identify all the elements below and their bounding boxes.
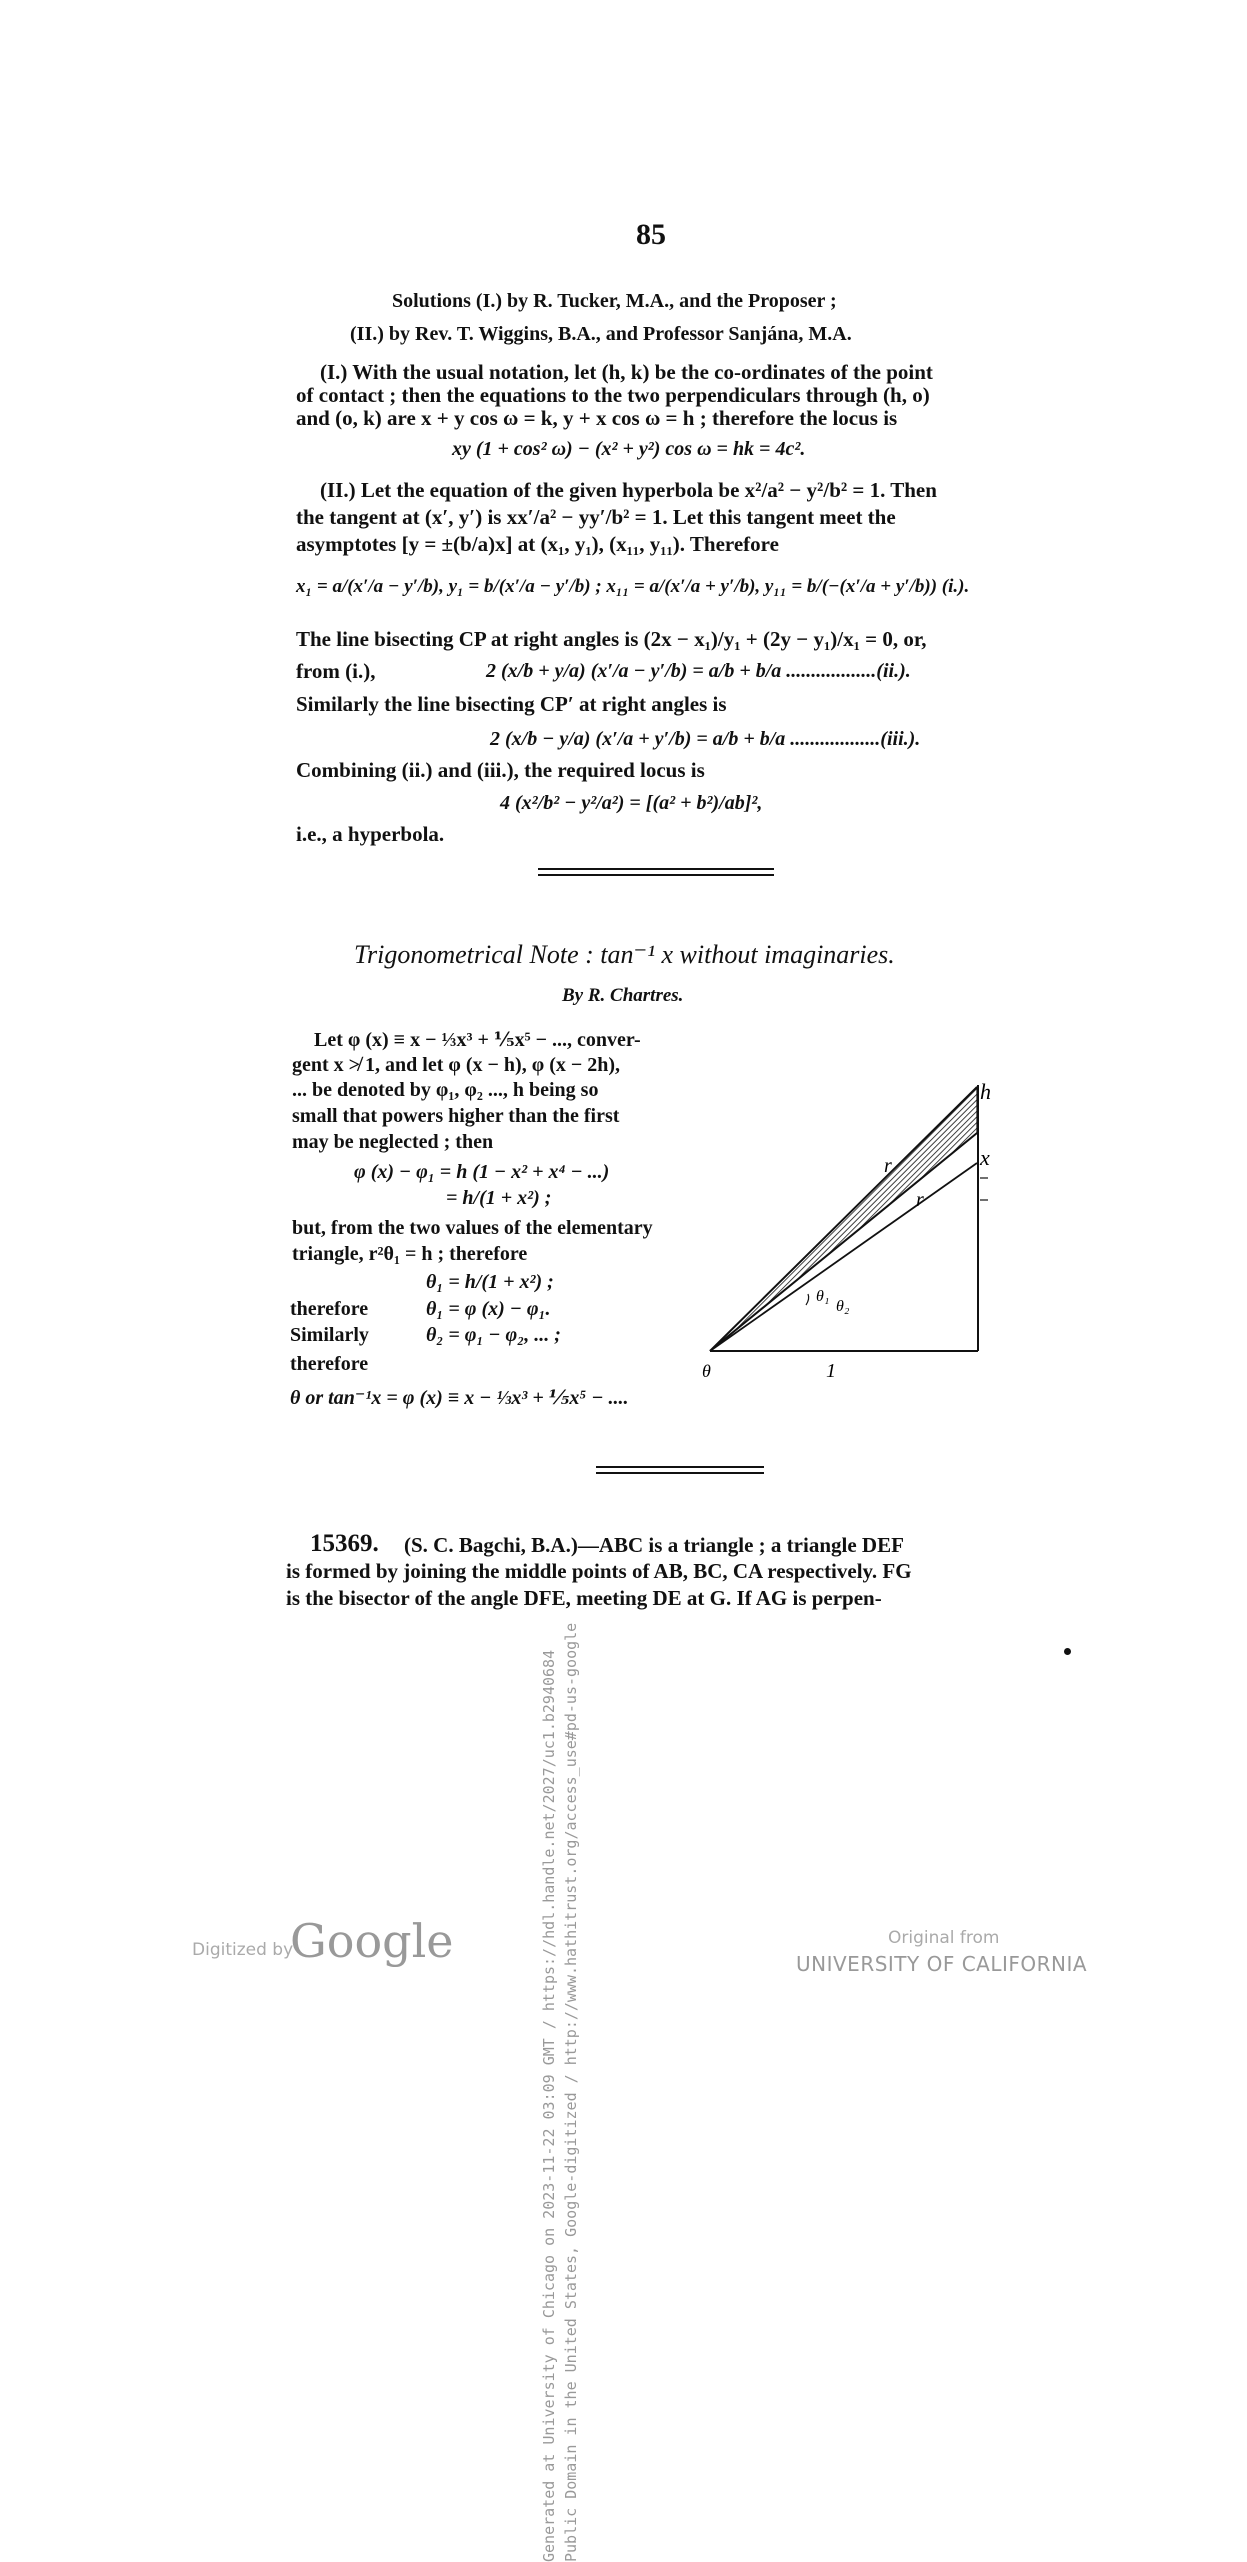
label-theta: θ <box>702 1361 711 1381</box>
note-line-5: may be neglected ; then <box>292 1131 494 1153</box>
solutions-line-2: (II.) by Rev. T. Wiggins, B.A., and Professor Sanjána, M.A. <box>350 323 852 345</box>
separator-rule <box>596 1472 764 1474</box>
problem-line-2: is formed by joining the middle points of AB, BC, CA respectively. FG <box>286 1559 912 1583</box>
problem-line-3: is the bisector of the angle DFE, meeting DE at G. If AG is perpen- <box>286 1586 882 1610</box>
part1-equation: xy (1 + cos² ω) − (x² + y²) cos ω = hk = 4c². <box>452 438 806 460</box>
note-therefore-1: therefore <box>290 1298 369 1320</box>
note-line-1: Let φ (x) ≡ x − ⅓x³ + ⅕x⁵ − ..., conver- <box>314 1029 641 1051</box>
note-eq-3: θ₁ = h/(1 + x²) ; <box>426 1271 554 1293</box>
separator-rule <box>538 874 774 876</box>
part2-line-3: asymptotes [y = ±(b/a)x] at (x₁, y₁), (x₁₁, y₁₁). Therefore <box>296 532 779 556</box>
separator-rule <box>596 1466 764 1468</box>
page-number: 85 <box>636 218 666 251</box>
part2-line-1: (II.) Let the equation of the given hyperbola be x²/a² − y²/b² = 1. Then <box>320 478 937 502</box>
angle-arc <box>806 1294 809 1305</box>
note-eq-4: θ₁ = φ (x) − φ₁. <box>426 1298 551 1320</box>
triangle-figure <box>690 1075 1020 1405</box>
label-r2: r <box>916 1189 924 1211</box>
note-byline: By R. Chartres. <box>562 985 684 1006</box>
watermark-line-1: Generated at University of Chicago on 2023-11-22 03:09 GMT / https://hdl.handle.net/2027/uc1.b2940684 <box>540 1649 558 2562</box>
original-from: Original from <box>888 1928 1000 1948</box>
hypotenuse-low <box>710 1163 977 1351</box>
digitized-by: Digitized by <box>192 1940 294 1960</box>
problem-number: 15369. <box>310 1530 379 1557</box>
note-eq-5: θ₂ = φ₁ − φ₂, ... ; <box>426 1324 561 1346</box>
google-logo: Google <box>290 1914 454 1968</box>
part1-line-3: and (o, k) are x + y cos ω = k, y + x cos ω = h ; therefore the locus is <box>296 406 898 430</box>
note-eq-2: = h/(1 + x²) ; <box>446 1187 552 1209</box>
similarly-line: Similarly the line bisecting CP′ at right angles is <box>296 692 727 716</box>
ink-dot <box>1064 1648 1071 1655</box>
separator-rule <box>538 868 774 870</box>
note-line-4: small that powers higher than the first <box>292 1105 620 1127</box>
label-r1: r <box>884 1155 892 1177</box>
bisect-line: The line bisecting CP at right angles is (2x − x₁)/y₁ + (2y − y₁)/x₁ = 0, or, <box>296 627 927 651</box>
label-h: h <box>980 1079 991 1104</box>
part2-line-2: the tangent at (x′, y′) is xx′/a² − yy′/b² = 1. Let this tangent meet the <box>296 505 896 529</box>
label-theta2: θ₂ <box>836 1298 850 1315</box>
equation-i: x₁ = a/(x′/a − y′/b), y₁ = b/(x′/a − y′/b) ; x₁₁ = a/(x′/a + y′/b), y₁₁ = b/(−(x′/a + y′/b)) (i.). <box>296 576 970 597</box>
university-name: UNIVERSITY OF CALIFORNIA <box>796 1952 1088 1976</box>
ie-line: i.e., a hyperbola. <box>296 822 445 846</box>
note-eq-6: θ or tan⁻¹x = φ (x) ≡ x − ⅓x³ + ⅕x⁵ − .... <box>290 1387 629 1409</box>
equation-ii: 2 (x/b + y/a) (x′/a − y′/b) = a/b + b/a ..................(ii.). <box>486 660 911 682</box>
note-therefore-2: therefore <box>290 1353 369 1375</box>
part1-line-2: of contact ; then the equations to the two perpendiculars through (h, o) <box>296 383 930 407</box>
part1-line-1: (I.) With the usual notation, let (h, k) be the co-ordinates of the point <box>320 360 933 384</box>
note-eq-1: φ (x) − φ₁ = h (1 − x² + x⁴ − ...) <box>354 1161 610 1183</box>
note-title: Trigonometrical Note : tan⁻¹ x without imaginaries. <box>354 940 895 969</box>
label-theta1: θ₁ <box>816 1288 830 1305</box>
hypotenuse-mid <box>710 1133 977 1351</box>
note-but-1: but, from the two values of the elementary <box>292 1217 653 1239</box>
equation-locus: 4 (x²/b² − y²/a²) = [(a² + b²)/ab]², <box>500 792 763 814</box>
note-line-2: gent x ≯ 1, and let φ (x − h), φ (x − 2h), <box>292 1054 621 1076</box>
problem-line-1: (S. C. Bagchi, B.A.)—ABC is a triangle ; a triangle DEF <box>404 1533 904 1557</box>
note-but-2: triangle, r²θ₁ = h ; therefore <box>292 1243 528 1265</box>
note-line-3: ... be denoted by φ₁, φ₂ ..., h being so <box>292 1079 599 1101</box>
equation-iii: 2 (x/b − y/a) (x′/a + y′/b) = a/b + b/a ..................(iii.). <box>490 728 921 750</box>
solutions-line-1: Solutions (I.) by R. Tucker, M.A., and the Proposer ; <box>392 290 837 312</box>
watermark-line-2: Public Domain in the United States, Google-digitized / http://www.hathitrust.org/access_use#pd-us-google <box>562 1622 580 2562</box>
label-x: x <box>980 1145 990 1170</box>
label-one: 1 <box>826 1360 836 1382</box>
note-similarly: Similarly <box>290 1324 369 1346</box>
combining-line: Combining (ii.) and (iii.), the required locus is <box>296 758 705 782</box>
from-i: from (i.), <box>296 659 376 683</box>
